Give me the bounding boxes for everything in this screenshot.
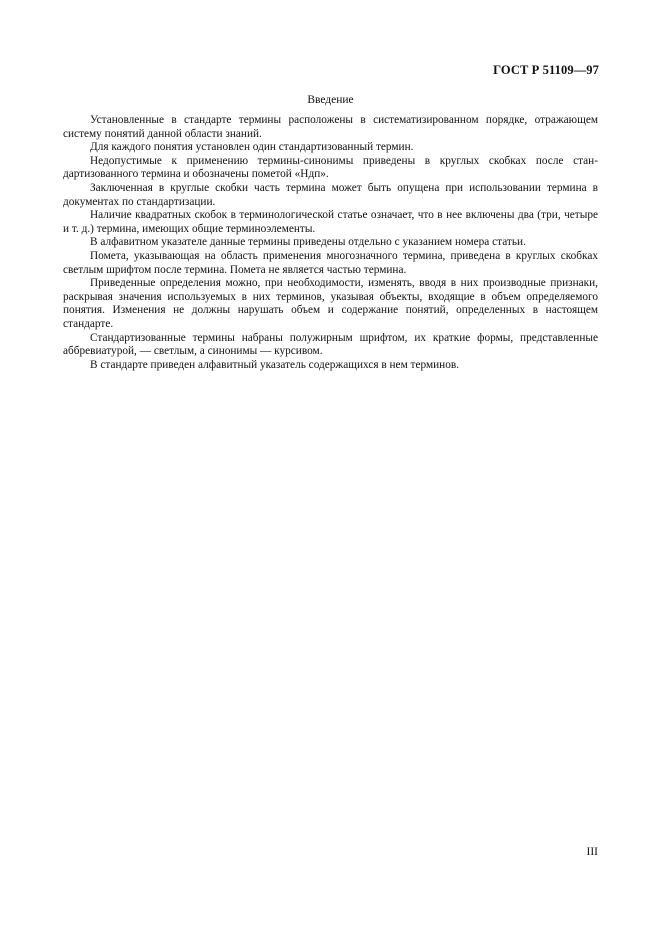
- page-number: III: [586, 846, 598, 858]
- paragraph: Приведенные определения можно, при необходимости, изменять, вводя в них производные признаки, раскрывая значения используемых в них терминов, указывая объекты, входящие в объем определяемого понятия. Изменения не должны нарушать объем и содержание понятий, определенных в настоящем стандарте.: [63, 277, 598, 330]
- paragraph: Для каждого понятия установлен один стандартизованный термин.: [90, 141, 414, 154]
- paragraph: Наличие квадратных скобок в терминологической статье означает, что в нее включены два (три, четыре и т. д.) термина, имеющих общие терминоэлементы.: [63, 209, 598, 235]
- paragraph: В алфавитном указателе данные термины приведены отдельно с указанием номера статьи.: [90, 236, 526, 249]
- paragraph: Помета, указывающая на область применения многозначного термина, приведена в круглых скобках светлым шрифтом после термина. Помета не является частью термина.: [63, 249, 598, 276]
- paragraph: В стандарте приведен алфавитный указатель содержащихся в нем терминов.: [90, 358, 460, 371]
- paragraph: Заключенная в круглые скобки часть термина может быть опущена при использовании термина в документах по стандартизации.: [63, 181, 598, 208]
- document-code: ГОСТ Р 51109—97: [493, 63, 599, 77]
- section-title: Введение: [307, 94, 354, 106]
- body-text: [63, 114, 598, 372]
- paragraph: Недопустимые к применению термины-синонимы приведены в круглых скобках после стандартизованного термина и обозначены пометой «Ндп».: [63, 154, 598, 181]
- paragraph: Установленные в стандарте термины расположены в систематизированном порядке, отражающем систему понятий данной области знаний.: [63, 114, 598, 140]
- paragraph: Стандартизованные термины набраны полужирным шрифтом, их краткие формы, представленные аббревиатурой, — светлым, а синонимы — курсивом.: [63, 331, 598, 358]
